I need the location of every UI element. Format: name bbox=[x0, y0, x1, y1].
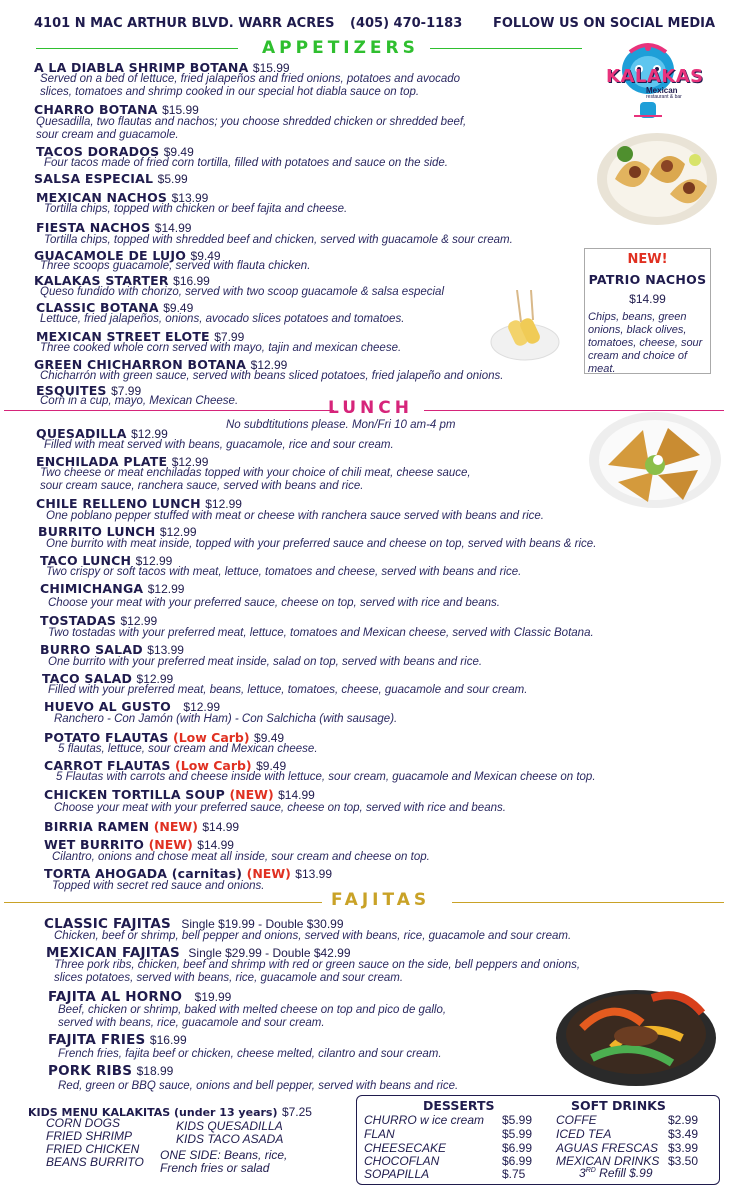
item-description: sour cream and guacamole. bbox=[36, 129, 179, 141]
menu-item bbox=[44, 818, 239, 836]
section-title-lunch: LUNCH bbox=[328, 398, 413, 418]
item-description: One poblano pepper stuffed with meat or cheese with ranchera sauce served with beans and rice. bbox=[46, 510, 544, 522]
dessert-name: CHEESECAKE bbox=[364, 1141, 447, 1155]
item-price: Single $19.99 - Double $30.99 bbox=[181, 917, 344, 931]
dessert-name: SOPAPILLA bbox=[364, 1167, 430, 1181]
item-name: BURRO SALAD bbox=[40, 642, 143, 657]
item-name: MEXICAN NACHOS bbox=[36, 190, 168, 205]
kids-item: CORN DOGS bbox=[46, 1116, 121, 1130]
divider bbox=[430, 48, 582, 49]
item-name: TACO LUNCH bbox=[40, 553, 132, 568]
item-price: $12.99 bbox=[250, 358, 288, 372]
drink-price: $3.99 bbox=[668, 1141, 699, 1155]
item-price: Single $29.99 - Double $42.99 bbox=[188, 946, 351, 960]
item-name: SALSA ESPECIAL bbox=[34, 171, 154, 186]
item-name: WET BURRITO bbox=[44, 837, 145, 852]
social-text: FOLLOW US ON SOCIAL MEDIA bbox=[493, 16, 716, 31]
drink-name: ICED TEA bbox=[556, 1127, 612, 1141]
item-price: $12.99 bbox=[120, 614, 158, 628]
item-description: 5 flautas, lettuce, sour cream and Mexican cheese. bbox=[58, 743, 318, 755]
header-bar bbox=[34, 16, 724, 38]
item-description: Four tacos made of fried corn tortilla, filled with potatoes and sauce on the side. bbox=[44, 157, 448, 169]
item-name: BIRRIA RAMEN bbox=[44, 819, 150, 834]
section-title-appetizers: APPETIZERS bbox=[262, 38, 419, 58]
item-description: Two tostadas with your preferred meat, lettuce, tomatoes and Mexican cheese, served with Classic Botana. bbox=[48, 627, 594, 639]
menu-item bbox=[40, 580, 184, 598]
item-description: Chicken, beef or shrimp, bell pepper and onions, served with beans, rice, guacamole and sour cream. bbox=[54, 930, 572, 942]
desserts-drinks-box bbox=[356, 1095, 720, 1185]
item-name: FAJITA AL HORNO bbox=[48, 989, 183, 1005]
special-name: PATRIO NACHOS bbox=[588, 272, 707, 287]
logo-sub: Mexican bbox=[646, 86, 678, 95]
item-price: $7.99 bbox=[111, 384, 142, 398]
item-description: Ranchero - Con Jamón (with Ham) - Con Salchicha (with sausage). bbox=[54, 713, 398, 725]
item-price: $9.49 bbox=[163, 301, 194, 315]
dessert-price: $5.99 bbox=[502, 1113, 533, 1127]
item-price: $12.99 bbox=[205, 497, 242, 511]
item-name: POTATO FLAUTAS bbox=[44, 730, 169, 745]
item-price: $18.99 bbox=[136, 1064, 174, 1078]
address: 4101 N MAC ARTHUR BLVD. WARR ACRES bbox=[34, 16, 335, 31]
item-name: GREEN CHICHARRON BOTANA bbox=[34, 357, 247, 372]
divider bbox=[424, 410, 724, 411]
menu-item bbox=[48, 1062, 173, 1080]
item-name: TORTA AHOGADA (carnitas) bbox=[44, 866, 243, 881]
new-tag: (NEW) bbox=[153, 819, 198, 834]
item-price: $9.49 bbox=[190, 249, 221, 263]
kids-price: $7.25 bbox=[281, 1105, 312, 1119]
item-price: $13.99 bbox=[295, 867, 332, 881]
divider bbox=[4, 902, 322, 903]
kids-item: FRIED CHICKEN bbox=[46, 1142, 140, 1156]
item-price: $14.99 bbox=[278, 788, 315, 802]
logo-sub: restaurant & bar bbox=[646, 94, 682, 100]
item-name: BURRITO LUNCH bbox=[38, 524, 156, 539]
item-description: served with beans, rice, guacamole and sour cream. bbox=[58, 1017, 325, 1029]
kids-item: FRIED SHRIMP bbox=[46, 1129, 133, 1143]
item-name: TOSTADAS bbox=[40, 613, 117, 628]
item-price: $12.99 bbox=[136, 672, 174, 686]
item-description: Tortilla chips, topped with chicken or beef fajita and cheese. bbox=[44, 203, 348, 215]
kids-side: ONE SIDE: Beans, rice, bbox=[160, 1148, 288, 1162]
item-price: $12.99 bbox=[131, 427, 168, 441]
dessert-name: FLAN bbox=[364, 1127, 395, 1141]
special-box bbox=[584, 248, 711, 374]
item-description: Chicharrón with green sauce, served with beans sliced potatoes, fried jalapeño and onions. bbox=[40, 370, 504, 382]
item-name: CHARRO BOTANA bbox=[34, 102, 158, 117]
item-price: $15.99 bbox=[252, 61, 290, 75]
item-description: Three scoops guacamole, served with flauta chicken. bbox=[40, 260, 311, 272]
item-description: Choose your meat with your preferred sauce, cheese on top, served with rice and beans. bbox=[48, 597, 500, 609]
item-description: Tortilla chips, topped with shredded beef and chicken, served with guacamole & sour cream. bbox=[44, 234, 513, 246]
new-tag: (NEW) bbox=[229, 787, 274, 802]
item-description: Queso fundido with chorizo, served with two scoop guacamole & salsa especial bbox=[40, 286, 444, 298]
item-price: $5.99 bbox=[157, 172, 188, 186]
logo-wordmark: KALAKAS bbox=[606, 66, 704, 87]
item-price: $7.99 bbox=[214, 330, 245, 344]
menu-item bbox=[48, 1031, 187, 1049]
item-description: French fries, fajita beef or chicken, cheese melted, cilantro and sour cream. bbox=[58, 1048, 442, 1060]
item-price: $13.99 bbox=[147, 643, 184, 657]
desserts-title: DESSERTS bbox=[423, 1098, 495, 1113]
kids-item: KIDS QUESADILLA bbox=[176, 1119, 283, 1133]
quesadilla-photo bbox=[588, 410, 722, 510]
divider bbox=[36, 48, 238, 49]
item-name: FIESTA NACHOS bbox=[36, 220, 151, 235]
item-name: PORK RIBS bbox=[48, 1063, 133, 1079]
item-price: $9.49 bbox=[254, 731, 285, 745]
item-description: Filled with your preferred meat, beans, lettuce, tomatoes, cheese, guacamole and sour cream. bbox=[48, 684, 528, 696]
item-price: $14.99 bbox=[154, 221, 192, 235]
item-name: A LA DIABLA SHRIMP BOTANA bbox=[34, 60, 249, 75]
item-name: FAJITA FRIES bbox=[48, 1032, 146, 1048]
section-title-fajitas: FAJITAS bbox=[331, 890, 431, 910]
new-tag: (NEW) bbox=[246, 866, 291, 881]
tacos-photo bbox=[595, 124, 720, 229]
item-price: $14.99 bbox=[202, 820, 240, 834]
item-description: Corn in a cup, mayo, Mexican Cheese. bbox=[40, 395, 239, 407]
item-description: One burrito with your preferred meat inside, salad on top, served with beans and rice. bbox=[48, 656, 483, 668]
dessert-price: $.75 bbox=[502, 1167, 526, 1181]
drink-price: $3.49 bbox=[668, 1127, 699, 1141]
item-description: Choose your meat with your preferred sauce, cheese on top, served with rice and beans. bbox=[54, 802, 506, 814]
dessert-name: CHURRO w ice cream bbox=[364, 1113, 485, 1127]
item-name: TACO SALAD bbox=[42, 671, 133, 686]
special-price: $14.99 bbox=[629, 292, 666, 306]
item-name: HUEVO AL GUSTO bbox=[44, 699, 171, 714]
dessert-price: $6.99 bbox=[502, 1154, 533, 1168]
drinks-title: SOFT DRINKS bbox=[571, 1098, 666, 1113]
item-description: Filled with meat served with beans, guacamole, rice and sour cream. bbox=[44, 439, 394, 451]
item-name: GUACAMOLE DE LUJO bbox=[34, 248, 187, 263]
item-description: Beef, chicken or shrimp, baked with melted cheese on top and pico de gallo, bbox=[58, 1004, 447, 1016]
item-name: KALAKAS STARTER bbox=[34, 273, 169, 288]
item-price: $12.99 bbox=[183, 700, 221, 714]
item-description: Red, green or BBQ sauce, onions and bell pepper, served with beans and rice. bbox=[58, 1080, 459, 1092]
low-carb-tag: (Low Carb) bbox=[172, 730, 250, 745]
item-name: MEXICAN FAJITAS bbox=[46, 945, 180, 961]
drink-price: $2.99 bbox=[668, 1113, 699, 1127]
item-price: $15.99 bbox=[162, 103, 199, 117]
kids-item: BEANS BURRITO bbox=[46, 1155, 144, 1169]
new-badge: NEW! bbox=[627, 252, 668, 267]
item-description: slices potatoes, served with beans, rice, guacamole and sour cream. bbox=[54, 972, 404, 984]
item-price: $16.99 bbox=[173, 274, 210, 288]
item-price: $16.99 bbox=[149, 1033, 187, 1047]
kids-item: KIDS TACO ASADA bbox=[176, 1132, 284, 1146]
item-price: $9.49 bbox=[256, 759, 287, 773]
item-name: ENCHILADA PLATE bbox=[36, 454, 168, 469]
item-description: Cilantro, onions and chose meat all inside, sour cream and cheese on top. bbox=[52, 851, 430, 863]
low-carb-tag: (Low Carb) bbox=[175, 758, 252, 773]
dessert-price: $5.99 bbox=[502, 1127, 533, 1141]
refill-note: 3RD Refill $.99 bbox=[579, 1166, 653, 1180]
item-name: CLASSIC FAJITAS bbox=[44, 916, 171, 932]
item-description: sour cream sauce, ranchera sauce, served with beans and rice. bbox=[40, 480, 364, 492]
item-description: Two crispy or soft tacos with meat, lettuce, tomatoes and cheese, served with beans and rice. bbox=[46, 566, 522, 578]
divider bbox=[452, 902, 724, 903]
kids-title: KIDS MENU KALAKITAS (under 13 years) bbox=[28, 1106, 278, 1119]
drink-name: AGUAS FRESCAS bbox=[556, 1141, 659, 1155]
special-description: Chips, beans, green onions, black olives, tomatoes, cheese, sour cream and choice of meat. bbox=[588, 311, 703, 374]
item-description: Lettuce, fried jalapeños, onions, avocado slices potatoes and tomatoes. bbox=[40, 313, 405, 325]
item-name: MEXICAN STREET ELOTE bbox=[36, 329, 210, 344]
elote-photo bbox=[485, 290, 560, 365]
item-description: Quesadilla, two flautas and nachos; you choose shredded chicken or shredded beef, bbox=[36, 116, 467, 128]
new-tag: (NEW) bbox=[148, 837, 193, 852]
item-description: 5 Flautas with carrots and cheese inside with lettuce, sour cream, guacamole and Mexican cheese on top. bbox=[56, 771, 596, 783]
item-price: $13.99 bbox=[171, 191, 209, 205]
fajitas-photo bbox=[552, 968, 720, 1093]
item-name: ESQUITES bbox=[36, 383, 107, 398]
item-description: Three cooked whole corn served with mayo, tajin and mexican cheese. bbox=[40, 342, 402, 354]
item-name: QUESADILLA bbox=[36, 426, 127, 441]
item-name: CHILE RELLENO LUNCH bbox=[36, 496, 201, 511]
item-price: $12.99 bbox=[147, 582, 185, 596]
item-name: CHICKEN TORTILLA SOUP bbox=[44, 787, 225, 802]
item-description: Served on a bed of lettuce, fried jalapeños and fried onions, potatoes and avocado bbox=[40, 73, 461, 85]
phone-number[interactable]: (405) 470-1183 bbox=[350, 16, 463, 31]
drink-name: MEXICAN DRINKS bbox=[556, 1154, 660, 1168]
item-description: One burrito with meat inside, topped with your preferred sauce and cheese on top, served with beans & rice. bbox=[46, 538, 597, 550]
item-price: $9.49 bbox=[163, 145, 194, 159]
item-price: $19.99 bbox=[194, 990, 232, 1004]
divider bbox=[4, 410, 334, 411]
drink-name: COFFE bbox=[556, 1113, 597, 1127]
item-price: $14.99 bbox=[197, 838, 234, 852]
item-name: CLASSIC BOTANA bbox=[36, 300, 159, 315]
dessert-price: $6.99 bbox=[502, 1141, 533, 1155]
item-price: $12.99 bbox=[171, 455, 209, 469]
item-description: Topped with secret red sauce and onions. bbox=[52, 880, 265, 892]
menu-item bbox=[34, 170, 188, 188]
item-description: slices, tomatoes and shrimp cooked in our special hot diabla sauce on top. bbox=[40, 86, 420, 98]
item-price: $12.99 bbox=[135, 554, 173, 568]
item-price: $12.99 bbox=[159, 525, 197, 539]
lunch-note: No subdtitutions please. Mon/Fri 10 am-4 pm bbox=[226, 419, 456, 431]
item-description: Three pork ribs, chicken, beef and shrimp with red or green sauce on the side, bell peppers and onions, bbox=[54, 959, 581, 971]
dessert-name: CHOCOFLAN bbox=[364, 1154, 440, 1168]
restaurant-logo bbox=[606, 42, 704, 122]
kids-side: French fries or salad bbox=[160, 1161, 270, 1175]
item-name: CHIMICHANGA bbox=[40, 581, 144, 596]
item-name: CARROT FLAUTAS bbox=[44, 758, 171, 773]
item-description: Two cheese or meat enchiladas topped with your choice of chili meat, cheese sauce, bbox=[40, 467, 471, 479]
item-name: TACOS DORADOS bbox=[36, 144, 160, 159]
drink-price: $3.50 bbox=[668, 1154, 699, 1168]
